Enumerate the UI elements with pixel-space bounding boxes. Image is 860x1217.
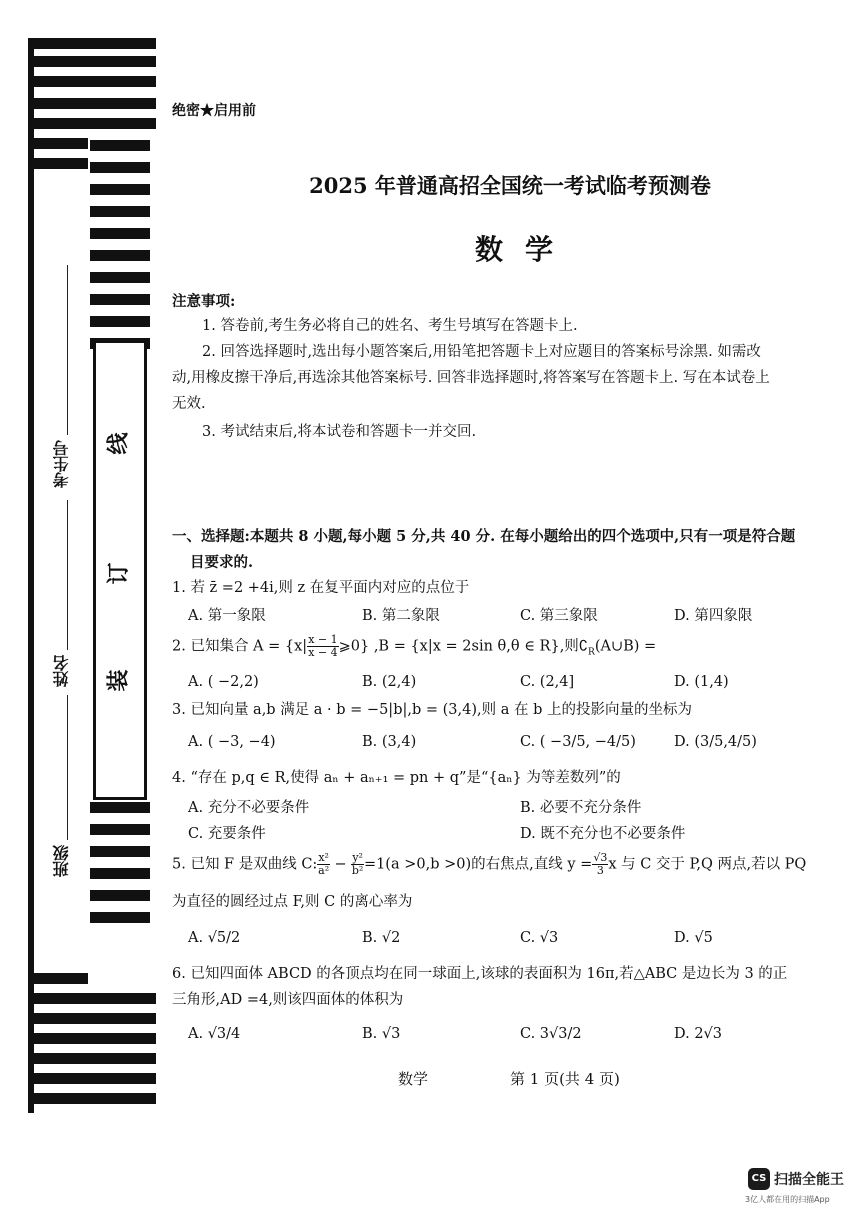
option-a: A. 第一象限 — [188, 608, 266, 624]
question-stem: 1. 若 z̄ =2 +4i,则 z 在复平面内对应的点位于 — [172, 580, 470, 596]
option-b: B. 第二象限 — [362, 608, 440, 624]
binding-bar — [28, 76, 156, 87]
question-stem: 6. 已知四面体 ABCD 的各顶点均在同一球面上,该球的表面积为 16π,若△ABC 是边长为 3 的正 — [172, 966, 788, 982]
option-c: C. ( −3/5, −4/5) — [520, 734, 636, 750]
subject-title: 数学 — [474, 233, 575, 266]
option-d: D. √5 — [674, 930, 713, 946]
exam-title: 2025 年普通高招全国统一考试临考预测卷 — [309, 173, 711, 198]
binding-bar — [28, 1053, 156, 1064]
option-c: C. 3√3/2 — [520, 1026, 582, 1042]
scanner-logo-icon: CS — [748, 1168, 770, 1190]
class-label: 班级 — [52, 845, 71, 877]
notice-item: 无效. — [172, 396, 206, 412]
question-stem-cont: 为直径的圆经过点 F,则 C 的离心率为 — [172, 894, 413, 910]
question-stem-cont: 三角形,AD =4,则该四面体的体积为 — [172, 992, 404, 1008]
option-b: B. √2 — [362, 930, 401, 946]
option-c: C. 第三象限 — [520, 608, 598, 624]
question-stem: 2. 已知集合 A = {x| $\frac{x - 1}{x - 4}$ ⩾0} ,B = {x|x = 2sin θ,θ ∈ R},则$∁_R(A\cup B)$ = — [172, 633, 657, 659]
option-b: B. (3,4) — [362, 734, 417, 750]
exam-no-label: 考生号 — [52, 440, 71, 488]
option-d: D. 第四象限 — [674, 608, 753, 624]
notice-item: 1. 答卷前,考生务必将自己的姓名、考生号填写在答题卡上. — [202, 318, 578, 334]
option-b: B. 必要不充分条件 — [520, 800, 642, 816]
option-a: A. √3/4 — [188, 1026, 241, 1042]
binding-bar — [28, 118, 156, 129]
binding-bar — [28, 138, 88, 149]
binding-char-line: 线 — [106, 432, 132, 455]
binding-char-bind: 装 — [106, 669, 132, 692]
binding-bar — [28, 1073, 156, 1084]
exam-no-line — [67, 265, 68, 435]
fraction-x2-a2: $\frac{\text{x²}}{\text{a²}}$ — [318, 851, 330, 877]
notice-item: 3. 考试结束后,将本试卷和答题卡一并交回. — [202, 424, 477, 440]
option-c: C. √3 — [520, 930, 559, 946]
binding-bar — [28, 1093, 156, 1104]
question-stem: 4. “存在 p,q ∈ R,使得 aₙ + aₙ₊₁ = pn + q”是“{aₙ} 为等差数列”的 — [172, 770, 621, 786]
option-d: D. 既不充分也不必要条件 — [520, 826, 686, 842]
option-d: D. (3/5,4/5) — [674, 734, 757, 750]
option-b: B. (2,4) — [362, 674, 417, 690]
binding-bar — [28, 993, 156, 1004]
notice-item: 动,用橡皮擦干净后,再选涂其他答案标号. 回答非选择题时,将答案写在答题卡上. 写在本试卷上 — [172, 370, 770, 386]
binding-bar — [28, 1013, 156, 1024]
scanner-app-tagline: 3亿人都在用的扫描App — [745, 1195, 830, 1204]
section-heading-cont: 目要求的. — [190, 554, 254, 571]
name-label: 姓名 — [52, 655, 71, 687]
binding-bar — [28, 98, 156, 109]
notice-item: 2. 回答选择题时,选出每小题答案后,用铅笔把答题卡上对应题目的答案标号涂黑. 如需改 — [202, 344, 761, 360]
binding-bar — [28, 56, 156, 67]
option-c: C. (2,4] — [520, 674, 575, 690]
binding-bar — [28, 1033, 156, 1044]
fraction-y2-b2: $\frac{\text{y²}}{\text{b²}}$ — [351, 851, 364, 877]
binding-bar — [28, 38, 156, 49]
option-d: D. 2√3 — [674, 1026, 723, 1042]
binding-char-order: 订 — [106, 562, 132, 585]
option-d: D. (1,4) — [674, 674, 729, 690]
footer-page: 第 1 页(共 4 页) — [510, 1070, 620, 1088]
option-c: C. 充要条件 — [188, 826, 266, 842]
option-a: A. ( −2,2) — [188, 674, 259, 690]
option-a: A. ( −3, −4) — [188, 734, 276, 750]
name-line — [67, 500, 68, 650]
notice-heading: 注意事项: — [172, 293, 236, 310]
class-line — [67, 695, 68, 840]
question-stem: 3. 已知向量 a,b 满足 a · b = −5|b|,b = (3,4),则 a 在 b 上的投影向量的坐标为 — [172, 702, 692, 718]
fraction-sqrt3-3: $\frac{√3}{3}$ — [593, 851, 608, 877]
option-a: A. 充分不必要条件 — [188, 800, 310, 816]
option-a: A. √5/2 — [188, 930, 241, 946]
question-stem: 5. 已知 F 是双曲线 C: $\frac{\text{x²}}{\text{a²}}$ − $\frac{\text{y²}}{\text{b²}}$ =1(a >0,b >0)的右焦点,直线 y = $\frac{√3}{3}$ x 与 C 交于 P,Q 两点,若以 PQ — [172, 851, 807, 877]
footer-subject: 数学 — [398, 1070, 429, 1088]
fraction: $\frac{x - 1}{x - 4}$ — [308, 633, 338, 659]
option-b: B. √3 — [362, 1026, 401, 1042]
binding-bar — [28, 973, 88, 984]
confidential-label: 绝密★启用前 — [172, 103, 256, 119]
binding-bar — [28, 158, 88, 169]
scanner-app-name: 扫描全能王 — [774, 1172, 844, 1188]
section-heading: 一、选择题:本题共 8 小题,每小题 5 分,共 40 分. 在每小题给出的四个选项中,只有一项是符合题 — [172, 528, 796, 545]
